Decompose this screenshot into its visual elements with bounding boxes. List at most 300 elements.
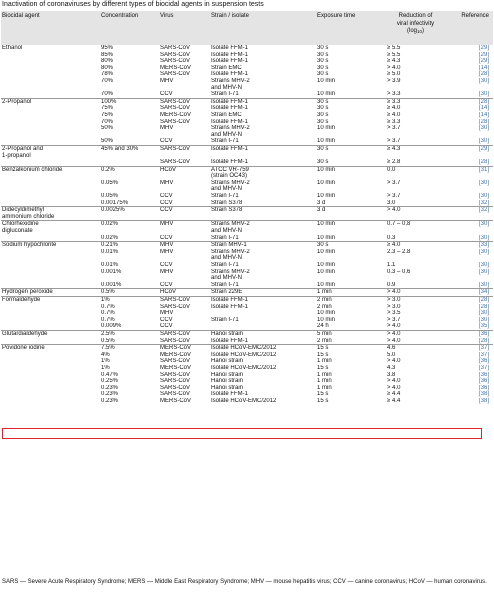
cell-virus — [159, 71, 210, 78]
cell-concentration-text: 0.02% — [101, 221, 119, 228]
cell-exposure-text: 24 h — [317, 323, 329, 330]
cell-reference — [445, 235, 493, 242]
table-row — [1, 78, 493, 91]
cell-virus-text: SARS-CoV — [160, 337, 191, 344]
cell-strain-text: Isolate FFM-1 — [211, 51, 249, 58]
cell-reference — [445, 112, 493, 119]
cell-strain — [210, 282, 316, 289]
cell-virus-text: MERS-CoV — [160, 111, 192, 118]
cell-concentration — [100, 338, 159, 345]
cell-exposure — [316, 330, 386, 337]
cell-reduction — [386, 358, 445, 365]
cell-reduction-text: 4.3 — [387, 364, 396, 371]
cell-reference — [445, 145, 493, 159]
cell-virus — [159, 345, 210, 352]
cell-reduction-text: > 3.7 — [387, 193, 401, 200]
cell-strain-text: Strains MHV-2 — [211, 248, 250, 255]
cell-reduction-text: ≥ 2.8 — [387, 159, 401, 166]
cell-reference-text[interactable]: [37] — [478, 351, 489, 358]
cell-reference — [445, 166, 493, 180]
cell-concentration-text: 80% — [101, 64, 114, 71]
cell-exposure — [316, 262, 386, 269]
cell-reduction — [386, 145, 445, 159]
cell-strain — [210, 45, 316, 52]
cell-reference-text[interactable]: [29] — [478, 51, 489, 58]
cell-reference-text[interactable]: [14] — [478, 105, 489, 112]
cell-concentration-text: 70% — [101, 77, 114, 84]
cell-concentration-text: 50% — [101, 138, 114, 145]
cell-reference-text[interactable]: [32] — [478, 199, 489, 206]
cell-exposure — [316, 365, 386, 372]
cell-reference — [445, 125, 493, 138]
cell-concentration — [100, 262, 159, 269]
cell-virus-text: MHV — [160, 248, 174, 255]
header-reduction-line3-post: ) — [422, 28, 425, 34]
cell-strain — [210, 58, 316, 65]
cell-agent — [1, 98, 100, 105]
cell-virus — [159, 378, 210, 385]
cell-virus — [159, 385, 210, 392]
cell-strain-text: Isolate FFM-1 — [211, 145, 249, 152]
cell-exposure — [316, 398, 386, 405]
cell-agent-text: Didecyldimethyl — [2, 207, 45, 214]
table-row — [1, 235, 493, 242]
cell-exposure-text: 30 s — [317, 242, 329, 249]
cell-agent — [1, 125, 100, 138]
cell-virus-text: SARS-CoV — [160, 71, 191, 78]
cell-agent — [1, 145, 100, 159]
cell-agent-text: Formaldehyde — [2, 296, 41, 303]
cell-reference-text[interactable]: [34] — [478, 289, 489, 296]
cell-virus-text: CCV — [160, 207, 173, 214]
cell-agent — [1, 159, 100, 166]
cell-reference — [445, 78, 493, 91]
cell-reduction-text: 0.3 – 0.6 — [387, 268, 411, 275]
cell-agent — [1, 365, 100, 372]
cell-concentration — [100, 323, 159, 330]
cell-virus — [159, 193, 210, 200]
highlight-box — [2, 428, 482, 439]
cell-virus-text: CCV — [160, 91, 173, 98]
cell-exposure — [316, 352, 386, 359]
cell-concentration-text: 75% — [101, 111, 114, 118]
cell-strain — [210, 269, 316, 282]
cell-agent — [1, 391, 100, 398]
cell-reference-text[interactable]: [28] — [478, 337, 489, 344]
cell-strain — [210, 180, 316, 193]
cell-reference-text[interactable]: [38] — [478, 391, 489, 398]
cell-reduction-text: 4.6 — [387, 345, 396, 352]
cell-virus-text: MHV — [160, 77, 174, 84]
cell-strain-text: Isolate HCoV-EMC/2012 — [211, 397, 277, 404]
cell-virus — [159, 352, 210, 359]
cell-reduction-text: > 4.0 — [387, 289, 401, 296]
cell-strain-text: Isolate FFM-1 — [211, 98, 249, 105]
cell-agent — [1, 193, 100, 200]
cell-reference-text[interactable]: [30] — [478, 281, 489, 288]
cell-virus-text: SARS-CoV — [160, 118, 191, 125]
cell-concentration — [100, 112, 159, 119]
header-agent: Biocidal agent — [1, 11, 100, 45]
cell-reference — [445, 58, 493, 65]
cell-virus — [159, 249, 210, 262]
cell-concentration — [100, 365, 159, 372]
cell-concentration-text: 2.5% — [101, 330, 115, 337]
cell-exposure — [316, 317, 386, 324]
cell-reduction-text: ≥ 4.4 — [387, 397, 401, 404]
cell-reference — [445, 378, 493, 385]
cell-virus — [159, 330, 210, 337]
cell-reduction — [386, 52, 445, 59]
cell-concentration-text: 1% — [101, 358, 110, 365]
cell-reference-text[interactable]: [36] — [478, 371, 489, 378]
cell-concentration-text: 0.02% — [101, 234, 119, 241]
cell-reference-text[interactable]: [28] — [478, 118, 489, 125]
cell-reduction — [386, 385, 445, 392]
cell-reference-text[interactable]: [30] — [478, 193, 489, 200]
cell-reference-text[interactable]: [30] — [478, 77, 489, 84]
cell-reference-text[interactable]: [28] — [478, 71, 489, 78]
cell-reduction — [386, 91, 445, 98]
cell-reduction — [386, 166, 445, 180]
cell-reference-text[interactable]: [30] — [478, 310, 489, 317]
table-row — [1, 345, 493, 352]
cell-virus — [159, 317, 210, 324]
table-row — [1, 125, 493, 138]
cell-strain — [210, 119, 316, 126]
cell-exposure-text: 10 min — [317, 179, 336, 186]
cell-concentration-text: 0.01% — [101, 248, 119, 255]
cell-exposure-text: 30 s — [317, 45, 329, 51]
cell-reduction — [386, 235, 445, 242]
cell-virus — [159, 289, 210, 297]
cell-concentration-text: 0.7% — [101, 310, 115, 317]
cell-reference-text[interactable]: [14] — [478, 64, 489, 71]
cell-reference-text[interactable]: [28] — [478, 303, 489, 310]
cell-reduction-text: > 3.9 — [387, 77, 401, 84]
cell-virus-text: CCV — [160, 323, 173, 330]
cell-strain — [210, 221, 316, 235]
cell-reference — [445, 242, 493, 249]
cell-agent — [1, 345, 100, 352]
cell-strain — [210, 398, 316, 405]
cell-reference-text[interactable]: [30] — [478, 138, 489, 145]
cell-reference-text[interactable]: [36] — [478, 384, 489, 391]
cell-concentration-text: 0.7% — [101, 316, 115, 323]
cell-exposure — [316, 71, 386, 78]
cell-exposure-text: 30 s — [317, 118, 329, 125]
header-virus: Virus — [159, 11, 210, 45]
cell-concentration — [100, 91, 159, 98]
cell-reference-text[interactable]: [30] — [478, 221, 489, 228]
cell-concentration — [100, 58, 159, 65]
cell-reduction-text: ≥ 4.0 — [387, 111, 401, 118]
cell-strain — [210, 338, 316, 345]
cell-virus-text: MHV — [160, 125, 174, 132]
cell-exposure-text: 10 min — [317, 262, 336, 268]
cell-agent-text: 2-Propanol — [2, 98, 32, 105]
table-row — [1, 378, 493, 385]
cell-virus-text: SARS-CoV — [160, 105, 191, 112]
cell-reduction — [386, 282, 445, 289]
cell-reference-text[interactable]: [29] — [478, 145, 489, 152]
header-strain: Strain / isolate — [210, 11, 316, 45]
cell-exposure — [316, 180, 386, 193]
table-header-row — [1, 11, 493, 45]
cell-strain — [210, 235, 316, 242]
cell-concentration — [100, 385, 159, 392]
cell-exposure — [316, 91, 386, 98]
cell-reference-text[interactable]: [30] — [478, 268, 489, 275]
cell-exposure — [316, 391, 386, 398]
cell-strain-text: Isolate FFM-1 — [211, 296, 249, 303]
cell-strain — [210, 52, 316, 59]
cell-reference-text[interactable]: [29] — [478, 58, 489, 65]
cell-virus-text: SARS-CoV — [160, 159, 191, 166]
cell-virus — [159, 119, 210, 126]
cell-exposure — [316, 378, 386, 385]
cell-reduction — [386, 45, 445, 52]
cell-reference-text[interactable]: [30] — [478, 234, 489, 241]
cell-concentration — [100, 398, 159, 405]
cell-reference — [445, 159, 493, 166]
cell-concentration — [100, 352, 159, 359]
cell-exposure — [316, 385, 386, 392]
cell-virus — [159, 235, 210, 242]
table-row — [1, 385, 493, 392]
cell-reduction-text: > 3.5 — [387, 310, 401, 317]
table-row — [1, 166, 493, 180]
cell-concentration — [100, 391, 159, 398]
cell-strain-text-line2: and MHV-N — [211, 275, 243, 282]
cell-virus-text: SARS-CoV — [160, 98, 191, 105]
cell-virus — [159, 207, 210, 221]
cell-concentration-text: 95% — [101, 45, 114, 51]
cell-reference-text[interactable]: [30] — [478, 91, 489, 98]
cell-virus — [159, 125, 210, 138]
cell-strain — [210, 193, 316, 200]
cell-exposure — [316, 235, 386, 242]
cell-strain-text: Strain MHV-1 — [211, 242, 247, 249]
cell-reference-text[interactable]: [37] — [478, 364, 489, 371]
cell-reduction-text: > 3.7 — [387, 179, 401, 186]
cell-concentration-text: 0.00175% — [101, 199, 129, 206]
cell-concentration — [100, 317, 159, 324]
cell-exposure — [316, 125, 386, 138]
cell-exposure-text: 10 min — [317, 166, 336, 173]
cell-exposure-text: 10 min — [317, 138, 336, 145]
cell-reference-text[interactable]: [31] — [478, 166, 489, 173]
cell-reference-text[interactable]: [35] — [478, 323, 489, 330]
cell-exposure — [316, 52, 386, 59]
table-row — [1, 317, 493, 324]
cell-concentration — [100, 159, 159, 166]
cell-agent-text: 2-Propanol and — [2, 145, 44, 152]
cell-reduction — [386, 365, 445, 372]
cell-concentration-text: 85% — [101, 51, 114, 58]
cell-reference-text[interactable]: [36] — [478, 378, 489, 385]
cell-reduction — [386, 304, 445, 311]
cell-concentration — [100, 221, 159, 235]
cell-strain — [210, 358, 316, 365]
cell-reference-text[interactable]: [38] — [478, 397, 489, 404]
cell-reduction-text: > 4.0 — [387, 323, 401, 330]
cell-reference-text[interactable]: [30] — [478, 316, 489, 323]
cell-strain-text: Isolate FFM-1 — [211, 337, 249, 344]
cell-exposure-text: 10 min — [317, 221, 336, 228]
cell-reference — [445, 289, 493, 297]
table-footnote: SARS — Severe Acute Respiratory Syndrome; MERS — Middle East Respiratory Syndrome; MHV — mouse hepatitis virus; CCV — canine coronavirus; HCoV — human coronavirus. — [2, 579, 487, 585]
cell-reduction — [386, 289, 445, 297]
cell-virus-text: MHV — [160, 221, 174, 228]
cell-exposure — [316, 221, 386, 235]
cell-strain — [210, 98, 316, 105]
cell-reduction-text: ≥ 4.0 — [387, 242, 401, 249]
cell-strain-text: Strain S378 — [211, 207, 243, 214]
cell-concentration — [100, 65, 159, 72]
cell-reduction — [386, 269, 445, 282]
cell-agent — [1, 385, 100, 392]
cell-strain — [210, 310, 316, 317]
cell-exposure — [316, 249, 386, 262]
cell-concentration-text: 0.47% — [101, 371, 119, 378]
cell-reduction — [386, 125, 445, 138]
cell-reference-text[interactable]: [30] — [478, 179, 489, 186]
cell-concentration-text: 1% — [101, 364, 110, 371]
cell-agent — [1, 398, 100, 405]
cell-strain — [210, 249, 316, 262]
cell-reference-text[interactable]: [36] — [478, 330, 489, 337]
cell-reference — [445, 385, 493, 392]
cell-reference — [445, 304, 493, 311]
cell-agent — [1, 207, 100, 221]
cell-virus-text: CCV — [160, 193, 173, 200]
table-row — [1, 242, 493, 249]
cell-exposure-text: 10 min — [317, 248, 336, 255]
cell-reference-text[interactable]: [29] — [478, 45, 489, 51]
cell-reference-text[interactable]: [28] — [478, 296, 489, 303]
cell-reduction-text: ≥ 5.5 — [387, 45, 401, 51]
cell-reference — [445, 52, 493, 59]
cell-agent — [1, 52, 100, 59]
cell-virus-text: CCV — [160, 138, 173, 145]
cell-concentration-text: 0.05% — [101, 193, 119, 200]
cell-virus-text: SARS-CoV — [160, 371, 191, 378]
cell-strain-text: Hanoi strain — [211, 378, 244, 385]
cell-strain — [210, 345, 316, 352]
cell-strain-text: Isolate HCoV-EMC/2012 — [211, 364, 277, 371]
table-row — [1, 391, 493, 398]
cell-exposure — [316, 269, 386, 282]
cell-concentration-text: 70% — [101, 91, 114, 98]
cell-strain — [210, 378, 316, 385]
table-body — [1, 45, 493, 404]
cell-concentration — [100, 330, 159, 337]
cell-exposure-text: 1 min — [317, 289, 332, 296]
cell-strain-text-line2: (strain OC43) — [211, 173, 248, 180]
cell-reference-text[interactable]: [30] — [478, 125, 489, 132]
cell-agent-text-line2: digluconate — [2, 228, 33, 235]
cell-exposure-text: 10 min — [317, 193, 336, 200]
cell-concentration — [100, 138, 159, 145]
table-row — [1, 65, 493, 72]
table-row — [1, 200, 493, 207]
cell-agent — [1, 138, 100, 145]
cell-virus — [159, 138, 210, 145]
cell-reduction — [386, 330, 445, 337]
cell-concentration-text: 100% — [101, 98, 117, 105]
cell-reduction — [386, 98, 445, 105]
cell-exposure-text: 30 s — [317, 51, 329, 58]
cell-exposure-text: 30 s — [317, 71, 329, 78]
cell-exposure — [316, 345, 386, 352]
cell-reference-text[interactable]: [14] — [478, 111, 489, 118]
table-row — [1, 58, 493, 65]
cell-concentration-text: 0.25% — [101, 378, 119, 385]
cell-reference-text[interactable]: [32] — [478, 207, 489, 214]
header-reduction-line1: Reduction of — [398, 13, 433, 19]
cell-virus — [159, 323, 210, 330]
cell-reference-text[interactable]: [30] — [478, 248, 489, 255]
cell-virus — [159, 282, 210, 289]
cell-agent — [1, 200, 100, 207]
cell-agent — [1, 166, 100, 180]
cell-reference-text[interactable]: [28] — [478, 159, 489, 166]
cell-concentration-text: 70% — [101, 118, 114, 125]
cell-strain — [210, 365, 316, 372]
cell-concentration-text: 50% — [101, 125, 114, 132]
cell-reduction — [386, 398, 445, 405]
cell-reference — [445, 358, 493, 365]
table-row — [1, 249, 493, 262]
cell-virus-text: SARS-CoV — [160, 45, 191, 51]
cell-agent — [1, 282, 100, 289]
cell-reference — [445, 193, 493, 200]
cell-virus — [159, 296, 210, 303]
cell-strain-text: Isolate FFM-1 — [211, 391, 249, 398]
cell-concentration — [100, 52, 159, 59]
cell-strain — [210, 330, 316, 337]
cell-reduction-text: 5.0 — [387, 351, 396, 358]
cell-reference-text[interactable]: [37] — [478, 345, 489, 352]
cell-reference — [445, 91, 493, 98]
cell-reference-text[interactable]: [36] — [478, 358, 489, 365]
cell-reference-text[interactable]: [28] — [478, 98, 489, 105]
cell-concentration — [100, 98, 159, 105]
cell-concentration-text: 0.001% — [101, 281, 122, 288]
cell-agent — [1, 317, 100, 324]
cell-reference-text[interactable]: [30] — [478, 262, 489, 268]
cell-agent — [1, 71, 100, 78]
cell-reduction — [386, 221, 445, 235]
cell-reduction — [386, 262, 445, 269]
cell-exposure — [316, 289, 386, 297]
cell-concentration-text: 0.5% — [101, 289, 115, 296]
cell-virus-text: HCoV — [160, 289, 177, 296]
cell-exposure — [316, 310, 386, 317]
cell-exposure — [316, 138, 386, 145]
cell-virus — [159, 310, 210, 317]
cell-concentration-text: 0.23% — [101, 391, 119, 398]
cell-virus-text: MHV — [160, 242, 174, 249]
cell-strain-text: Isolate FFM-1 — [211, 58, 249, 65]
table-row — [1, 91, 493, 98]
cell-strain-text-line2: and MHV-N — [211, 186, 243, 193]
cell-concentration — [100, 296, 159, 303]
cell-strain-text: Isolate FFM-1 — [211, 71, 249, 78]
cell-agent-text: Sodium hypochlorite — [2, 242, 57, 249]
cell-reference-text[interactable]: [33] — [478, 242, 489, 249]
